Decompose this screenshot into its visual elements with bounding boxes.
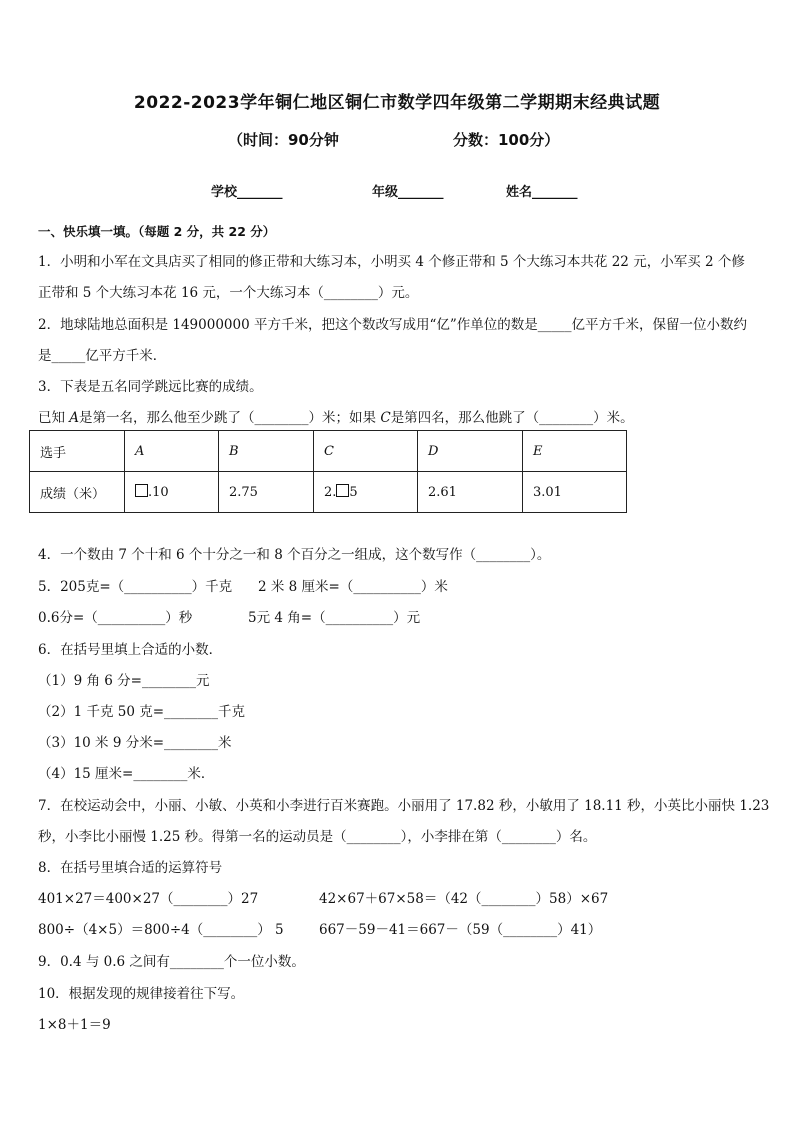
q8-b: 42×67＋67×58＝（42（________）58）×67 bbox=[319, 891, 609, 907]
name-field: 姓名_______ bbox=[506, 185, 578, 200]
q5-c: 0.6分=（__________）秒 bbox=[38, 610, 193, 626]
q8-d: 667－59－41＝667－（59（________）41） bbox=[319, 922, 602, 938]
table-header-cell: A bbox=[125, 431, 219, 472]
table-row bbox=[30, 431, 627, 472]
table-cell: 成绩（米） bbox=[30, 472, 125, 513]
table-cell: 2.75 bbox=[219, 472, 314, 513]
school-field: 学校_______ bbox=[211, 185, 283, 200]
q6-item: （3）10 米 9 分米=________米 bbox=[38, 735, 232, 751]
q2-line2: 是_____亿平方千米． bbox=[38, 348, 167, 364]
q7-line1: 7．在校运动会中，小丽、小敏、小英和小李进行百米赛跑。小丽用了 17.82 秒，小敏用了 18.11 秒，小英比小丽快 1.23 bbox=[38, 798, 770, 814]
table-cell: 2.61 bbox=[418, 472, 523, 513]
table-row bbox=[30, 472, 627, 513]
q1-line1: 1．小明和小军在文具店买了相同的修正带和大练习本，小明买 4 个修正带和 5 个大练习本共花 22 元，小军买 2 个修 bbox=[38, 254, 745, 270]
q5-d: 5元 4 角=（__________）元 bbox=[248, 610, 421, 626]
q10-line1: 1×8＋1＝9 bbox=[38, 1017, 111, 1033]
q6-item: （2）1 千克 50 克=________千克 bbox=[38, 704, 246, 720]
blank-box bbox=[135, 484, 148, 497]
q4-line: 4．一个数由 7 个十和 6 个十分之一和 8 个百分之一组成，这个数写作（________）。 bbox=[38, 547, 551, 563]
time-label: （时间：90分钟 bbox=[228, 131, 339, 149]
q6-head: 6．在括号里填上合适的小数． bbox=[38, 642, 223, 658]
table-cell: 2. 5 bbox=[314, 472, 418, 513]
q5-a: 5．205克=（__________）千克 bbox=[38, 579, 233, 595]
table-header-cell: E bbox=[523, 431, 627, 472]
q1-line2: 正带和 5 个大练习本花 16 元，一个大练习本（________）元。 bbox=[38, 285, 419, 301]
table-header-cell: C bbox=[314, 431, 418, 472]
blank-box bbox=[336, 484, 349, 497]
table-cell: 3.01 bbox=[523, 472, 627, 513]
q2-line1: 2．地球陆地总面积是 149000000 平方千米，把这个数改写成用“亿”作单位的数是_____亿平方千米，保留一位小数约 bbox=[38, 317, 748, 333]
grade-field: 年级_______ bbox=[372, 185, 444, 200]
q6-item: （4）15 厘米=________米． bbox=[38, 766, 215, 782]
section-heading: 一、快乐填一填。（每题 2 分，共 22 分） bbox=[38, 224, 276, 239]
table-header-cell: 选手 bbox=[30, 431, 125, 472]
page-title: 2022-2023学年铜仁地区铜仁市数学四年级第二学期期末经典试题 bbox=[133, 93, 661, 113]
scores-table bbox=[29, 430, 627, 513]
q3-line1: 3．下表是五名同学跳远比赛的成绩。 bbox=[38, 379, 263, 395]
q6-item: （1）9 角 6 分=________元 bbox=[38, 673, 210, 689]
q5-b: 2 米 8 厘米=（__________）米 bbox=[258, 579, 448, 595]
q8-head: 8．在括号里填合适的运算符号 bbox=[38, 860, 223, 876]
score-label: 分数：100分） bbox=[453, 131, 560, 149]
q3-line2: 已知 A是第一名，那么他至少跳了（________）米；如果 C是第四名，那么他跳了（________）米。 bbox=[38, 410, 634, 426]
q7-line2: 秒，小李比小丽慢 1.25 秒。得第一名的运动员是（________），小李排在第（________）名。 bbox=[38, 829, 597, 845]
table-header-cell: B bbox=[219, 431, 314, 472]
q10-head: 10．根据发现的规律接着往下写。 bbox=[38, 986, 245, 1002]
q9-line: 9．0.4 与 0.6 之间有________个一位小数。 bbox=[38, 954, 305, 970]
table-cell: .10 bbox=[125, 472, 219, 513]
table-header-cell: D bbox=[418, 431, 523, 472]
q8-c: 800÷（4×5）＝800÷4（________） 5 bbox=[38, 922, 284, 938]
q8-a: 401×27＝400×27（________）27 bbox=[38, 891, 259, 907]
